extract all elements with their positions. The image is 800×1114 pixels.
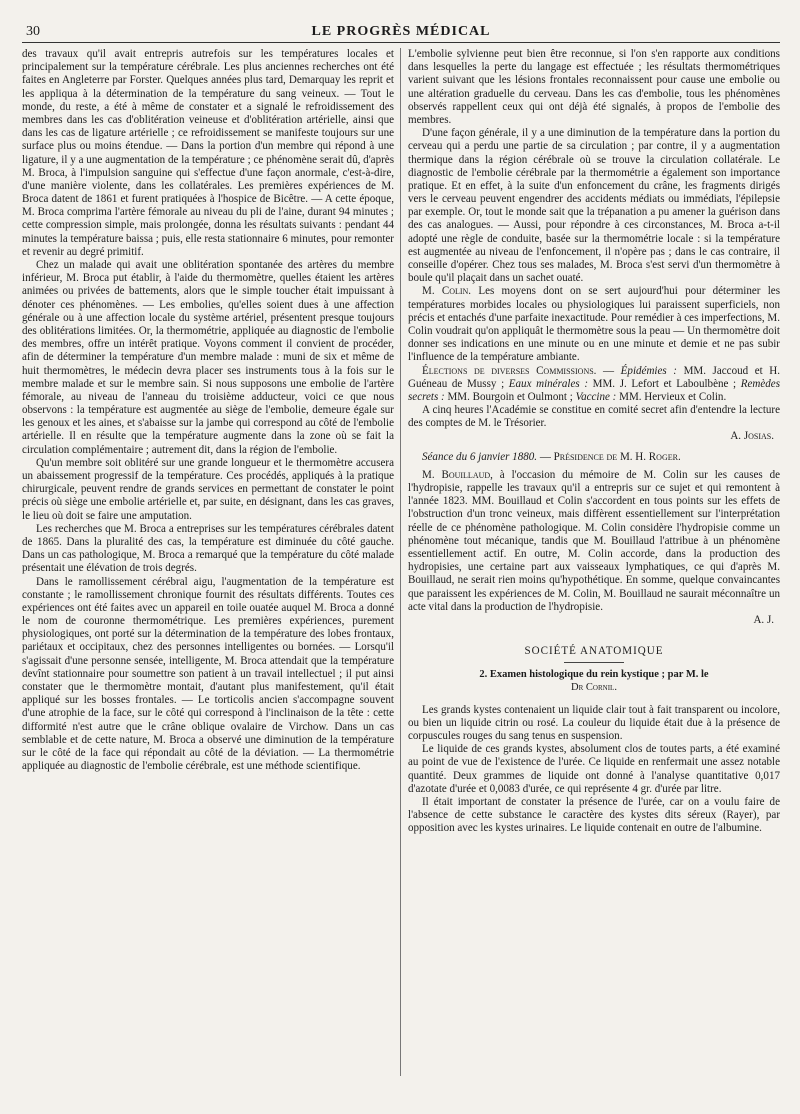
signature: A. Josias. <box>730 430 774 443</box>
running-title: LE PROGRÈS MÉDICAL <box>311 24 491 39</box>
session-date: Séance du 6 janvier 1880. <box>422 450 538 463</box>
paragraph: des travaux qu'il avait entrepris autrefois sur les températures locales et principalement sur la température cérébrale. Les plus anciennes recherches ont été faites en Angleterre par Forster. Quelques années plus tard, Demarquay les reprit et les appliqua à la détermination de la température du sang veineux. — Tout le monde, du reste, a été à même de constater et a signalé le refroidissement des membres dans les cas d'oblitération veineuse et d'oblitération artérielle, ainsi que dans les cas de ligature artérielle ; ce refroidissement se manifeste toujours sur une surface plus ou moins étendue. — Dans la portion d'un membre qui répond à une ligature, il y a une augmentation de la température ; ce phénomène serait dû, d'après M. Broca, à l'impulsion sanguine qui s'effectue d'une façon anormale, c'est-à-dire, d'une manière violente, dans les collatérales. Les premières expériences de M. Broca datent de 1861 et furent pratiquées à l'hospice de Bicêtre. — A cette époque, M. Broca comprima l'artère fémorale au niveau du pli de l'aine, durant 94 minutes ; cette compression simple, mais prolongée, donna les résultats suivants : pendant 44 minutes la température baissa ; puis, elle resta stationnaire 6 minutes, pour remonter et revenir au degré primitif. <box>22 48 394 258</box>
elections-lead: Élections de diverses Commissions. <box>422 364 597 377</box>
speaker-name: M. Bouillaud, <box>422 468 493 481</box>
colin-text: Les moyens dont on se sert aujourd'hui pour déterminer les températures morbides locales ou physiologiques lui paraissent superficiels, non précis et entachés d'une parfaite inexactitude. Pour remédier à ces imperfections, M. Colin voudrait qu'on appliquât le thermomètre sous la peau — Un thermomètre doit donner ses indications en une minute ou en une minute et demie et ne pas subir l'influence de la température ambiante. <box>408 285 780 364</box>
paragraph: D'une façon générale, il y a une diminution de la température dans la portion du cerveau qui a perdu une partie de sa circulation ; par contre, il y a augmentation thermique dans la région cérébrale où se trouve la circulation collatérale. Le diagnostic de l'embolie cérébrale par la thermométrie a également son importance pratique. Et en effet, à la suite d'un enfoncement du crâne, les fragments dirigés vers le cerveau peuvent engendrer des accidents médiats ou immédiats, l'épilepsie par exemple. Or, tout le monde sait que la trépanation a pu amener la guérison dans des cas analogues. — Aussi, pour répondre à ces circonstances, M. Broca a-t-il adopté une règle de conduite, basée sur la thermométrie locale : si la température est augmentée au niveau de l'enfoncement, il n'opère pas ; dans le cas contraire, il conseille d'opérer. Chez tous ses malades, M. Broca s'est servi d'un thermomètre à boule qu'il plaçait dans un sachet ouaté. <box>408 127 780 285</box>
bouillaud-text: à l'occasion du mémoire de M. Colin sur les causes de l'hydropisie, rappelle les travaux qu'il a entrepris sur ce sujet et qui remontent à l'année 1823. MM. Bouillaud et Colin s'accordent en tous points sur les effets de l'obstruction d'un tronc veineux, mais diffèrent essentiellement sur l'interprétation réelle de ce phénomène pathologique. M. Colin considère l'hydropisie comme un phénomène tout mécanique, tandis que M. Bouillaud l'attribue à un phénomène essentiellement actif. En outre, M. Colin accorde, dans la production des hydropisies, une certaine part aux vaisseaux lymphatiques, ce qui d'après M. Bouillaud, ne serait rien moins qu'hypothétique. En somme, quelque convaincantes que paraissent les expériences de M. Colin, M. Bouillaud ne saurait méconnaître un acte vital dans la production de l'hydropisie. <box>408 468 780 613</box>
paragraph: Chez un malade qui avait une oblitération spontanée des artères du membre inférieur, M. Broca put établir, à l'aide du thermomètre, quelles étaient les artères animées ou privées de battements, alors que le simple toucher était impuissant à dénoter ces phénomènes. — Les embolies, qu'elles soient dues à une affection générale ou à une affection locale du système artériel, présentent presque toujours des oblitérations limitées. Or, la thermométrie, appliquée au diagnostic de l'embolie des membres, offre un intérêt pratique. Voyons comment il convient de procéder, afin de déterminer la température d'un membre malade : muni de six et même de huit thermomètres, le médecin devra placer ses instruments tous à la fois sur le membre malade et sur le membre sain. Si nous supposons une embolie de l'artère fémorale, au niveau de l'anneau du troisième adducteur, voici ce que nous observons : la température est augmentée au siège de l'embolie, demeure égale sur les genoux et les aines, et s'abaisse sur la jambe qui correspond au côté de l'embolie artérielle. Il en résulte que la température augmente dans la zone où se fait la circulation complémentaire ; autrement dit, dans la région de l'embolie. <box>22 259 394 456</box>
text-columns <box>22 48 780 1098</box>
journal-page <box>22 18 780 1098</box>
commission-label: Épidémies : <box>620 364 677 377</box>
commission-members: MM. Hervieux et Colin. <box>619 390 727 403</box>
paragraph: Les grands kystes contenaient un liquide clair tout à fait transparent ou incolore, ou bien un liquide citrin ou rosé. La couleur du liquide était due à la présence de corpuscules rouges du sang tenus en suspension. <box>408 703 780 742</box>
commission-label: Eaux minérales : <box>508 377 589 390</box>
commission-label: Vaccine : <box>575 390 617 403</box>
commission-members: MM. J. Lefort et Laboulbène ; <box>592 377 737 390</box>
speaker-name: M. Colin. <box>422 285 472 298</box>
paragraph: A cinq heures l'Académie se constitue en comité secret afin d'entendre la lecture des comptes de M. le Trésorier. <box>408 404 780 430</box>
paragraph: Les recherches que M. Broca a entreprises sur les températures cérébrales datent de 1865. Dans la pluralité des cas, la température est diminuée du côté gauche. Dans un cas pathologique, M. Broca a remarqué que la température du côté malade présentait une élévation de trois degrés. <box>22 522 394 575</box>
page-number: 30 <box>26 24 40 39</box>
article-title: 2. Examen histologique du rein kystique ; par M. le <box>479 669 709 681</box>
bouillaud-paragraph <box>408 469 780 614</box>
left-column <box>22 48 394 1098</box>
right-column <box>408 48 780 1098</box>
colin-paragraph <box>408 285 780 364</box>
paragraph: L'embolie sylvienne peut bien être reconnue, si l'on s'en rapporte aux conditions dans lesquelles la perte du langage est effectuée ; les résultats thermométriques varient suivant que les lésions frontales reconnaissent pour cause une embolie ou une altération graduelle du cerveau. Dans les cas d'embolie, tous les phénomènes observés rappellent ceux qui ont déjà été signalés, à propos de l'embolie des membres. <box>408 48 780 126</box>
elections-paragraph: Élections de diverses Commissions. — Épidémies : MM. Jaccoud et H. Guéneau de Mussy ; Eaux minérales : MM. J. Lefort et Laboulbène ; Remèdes secrets : MM. Bourgoin et Oulmont ; Vaccine : MM. Hervieux et Colin. <box>408 364 780 403</box>
section-heading: SOCIÉTÉ ANATOMIQUE <box>524 645 664 658</box>
paragraph: Le liquide de ces grands kystes, absolument clos de toutes parts, a été examiné au point de vue de l'existence de l'urée. Ce liquide en renfermait une assez notable quantité. Deux grammes de liquide ont donné à l'analyse quantitative 0,017 d'azotate d'urée et 0,0083 d'urée, ce qui représente 4 gr. d'urée par litre. <box>408 743 780 795</box>
paragraph: Il était important de constater la présence de l'urée, car on a voulu faire de l'absence de cette substance le caractère des kystes dits séreux (Rayer), par opposition avec les kystes urinaires. Le liquide contenait en outre de l'albumine. <box>408 795 780 835</box>
paragraph: Dans le ramollissement cérébral aigu, l'augmentation de la température est constante ; le ramollissement chronique fournit des résultats différents. Toutes ces expériences ont été faites avec un appareil en toile ouatée auquel M. Broca a donné le nom de couronne thermométrique. Les premières expériences, purement physiologiques, ont porté sur la détermination de la température des lobes frontaux, pariétaux et occipitaux, chez des personnes intelligentes ou bornées. — Lorsqu'il s'agissait d'une personne sensée, intelligente, M. Broca attendait que la température devînt stationnaire pour soumettre son patient à un travail intellectuel ; il put ainsi constater que le thermomètre montait, d'autant plus manifestement, qu'il était appliqué sur les bosses frontales. — Le torticolis ancien s'accompagne souvent d'une atrophie de la face, sur le côté qui correspond à l'inclinaison de la tête : cette difformité n'est autre que le crâne oblique ovalaire de Virchow. Dans un cas semblable et de cette nature, M. Broca a observé une diminution de la température sur le côté de la face qui répondait au côté de la déviation. — La thermométrie appliquée au diagnostic de l'embolie cérébrale, est une méthode scientifique. <box>22 575 394 773</box>
column-divider <box>400 48 401 1076</box>
page-header <box>22 18 780 43</box>
commission-members: MM. Jaccoud et H. Guéneau de Mussy ; <box>408 364 780 390</box>
session-presidency: — Présidence de M. H. Roger. <box>539 450 681 463</box>
commission-members: MM. Bourgoin et Oulmont ; <box>447 390 573 403</box>
session-heading <box>408 451 780 464</box>
signature: A. J. <box>753 613 774 626</box>
section-rule <box>564 662 624 663</box>
paragraph: Qu'un membre soit oblitéré sur une grande longueur et le thermomètre accusera un abaissement progressif de la température. Ces procédés, appliqués à la pratique chirurgicale, peuvent rendre de grands services en permettant de constater le point précis où siège une embolie artérielle et, par suite, en désignant, dans les cas graves, le lieu où doit se faire une amputation. <box>22 456 394 522</box>
commission-label: Remèdes secrets : <box>408 377 780 403</box>
article-author: Dr Cornil. <box>571 682 617 694</box>
